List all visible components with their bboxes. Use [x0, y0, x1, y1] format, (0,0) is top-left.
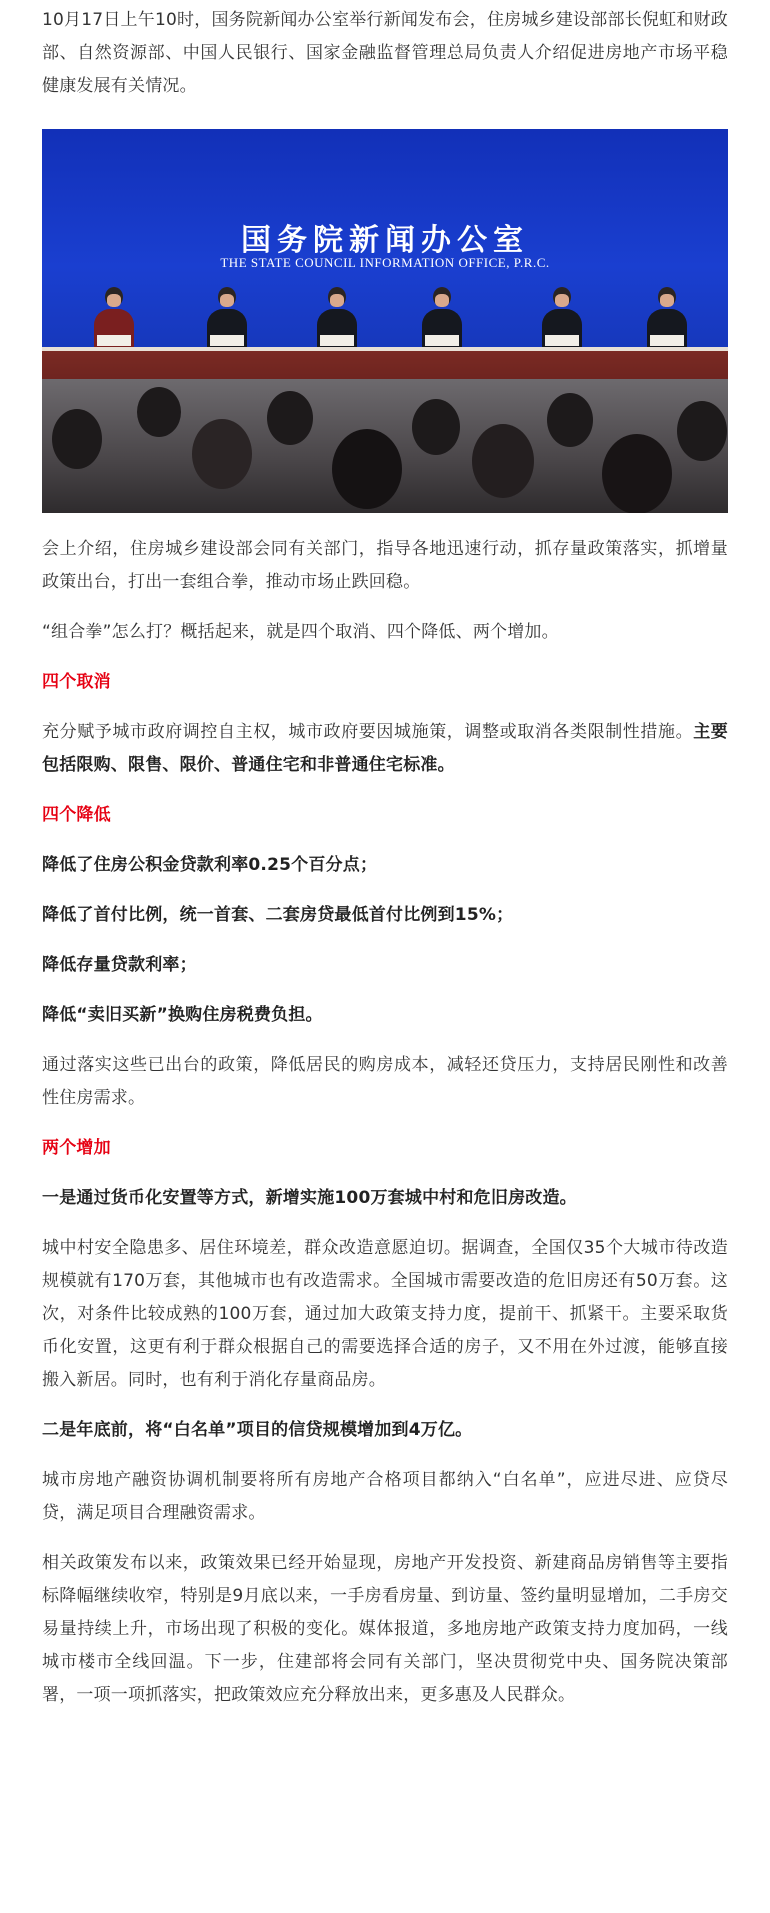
reduction-effect-paragraph: 通过落实这些已出台的政策，降低居民的购房成本，减轻还贷压力，支持居民刚性和改善性住房需求。 [42, 1055, 728, 1108]
reduction-item: 降低存量贷款利率； [42, 955, 197, 975]
cancel-bold-text: 主要包括限购、限售、限价、普通住宅和非普通住宅标准。 [42, 722, 728, 775]
nameplate [210, 335, 244, 346]
increase-1-paragraph: 城中村安全隐患多、居住环境差，群众改造意愿迫切。据调查，全国仅35个大城市待改造规模就有170万套，其他城市也有改造需求。全国城市需要改造的危旧房还有50万套。这次，对条件比较成熟的100万套，通过加大政策支持力度，提前干、抓紧干。主要采取货币化安置，这更有利于群众根据自己的需要选择合适的房子，又不用在外过渡，能够直接搬入新居。同时，也有利于消化存量商品房。 [42, 1238, 728, 1390]
press-conference-photo [42, 129, 728, 513]
summary-paragraph: 会上介绍，住房城乡建设部会同有关部门，指导各地迅速行动，抓存量政策落实，抓增量政策出台，打出一套组合拳，推动市场止跌回稳。 [42, 539, 728, 592]
nameplate [97, 335, 131, 346]
nameplate [545, 335, 579, 346]
heading-two-increases: 两个增加 [42, 1138, 111, 1158]
nameplate [425, 335, 459, 346]
cancel-text: 充分赋予城市政府调控自主权，城市政府要因城施策，调整或取消各类限制性措施。 [42, 722, 694, 742]
reduction-item: 降低“卖旧买新”换购住房税费负担。 [42, 1005, 323, 1025]
heading-four-cancellations: 四个取消 [42, 672, 111, 692]
heading-four-reductions: 四个降低 [42, 805, 111, 825]
increase-2-paragraph: 城市房地产融资协调机制要将所有房地产合格项目都纳入“白名单”，应进尽进、应贷尽贷，满足项目合理融资需求。 [42, 1470, 728, 1523]
cancel-paragraph [42, 716, 728, 782]
increase-item-1: 一是通过货币化安置等方式，新增实施100万套城中村和危旧房改造。 [42, 1188, 577, 1208]
audience-area [42, 379, 728, 513]
reduction-item: 降低了首付比例，统一首套、二套房贷最低首付比例到15%； [42, 905, 514, 925]
nameplate [320, 335, 354, 346]
photo-title-cn: 国务院新闻办公室 [241, 223, 529, 258]
intro-paragraph: 10月17日上午10时，国务院新闻办公室举行新闻发布会，住房城乡建设部部长倪虹和财政部、自然资源部、中国人民银行、国家金融监督管理总局负责人介绍促进房地产市场平稳健康发展有关情况。 [42, 10, 728, 96]
article-body [42, 0, 728, 1712]
conclusion-paragraph: 相关政策发布以来，政策效果已经开始显现，房地产开发投资、新建商品房销售等主要指标降幅继续收窄，特别是9月底以来，一手房看房量、到访量、签约量明显增加，二手房交易量持续上升，市场出现了积极的变化。媒体报道，多地房地产政策支持力度加码，一线城市楼市全线回温。下一步，住建部将会同有关部门，坚决贯彻党中央、国务院决策部署，一项一项抓落实，把政策效应充分释放出来，更多惠及人民群众。 [42, 1553, 728, 1705]
nameplate [650, 335, 684, 346]
question-paragraph: “组合拳”怎么打？概括起来，就是四个取消、四个降低、两个增加。 [42, 622, 559, 642]
reduction-item: 降低了住房公积金贷款利率0.25个百分点； [42, 855, 378, 875]
increase-item-2: 二是年底前，将“白名单”项目的信贷规模增加到4万亿。 [42, 1420, 473, 1440]
photo-title-en: THE STATE COUNCIL INFORMATION OFFICE, P.R.C. [220, 255, 550, 270]
